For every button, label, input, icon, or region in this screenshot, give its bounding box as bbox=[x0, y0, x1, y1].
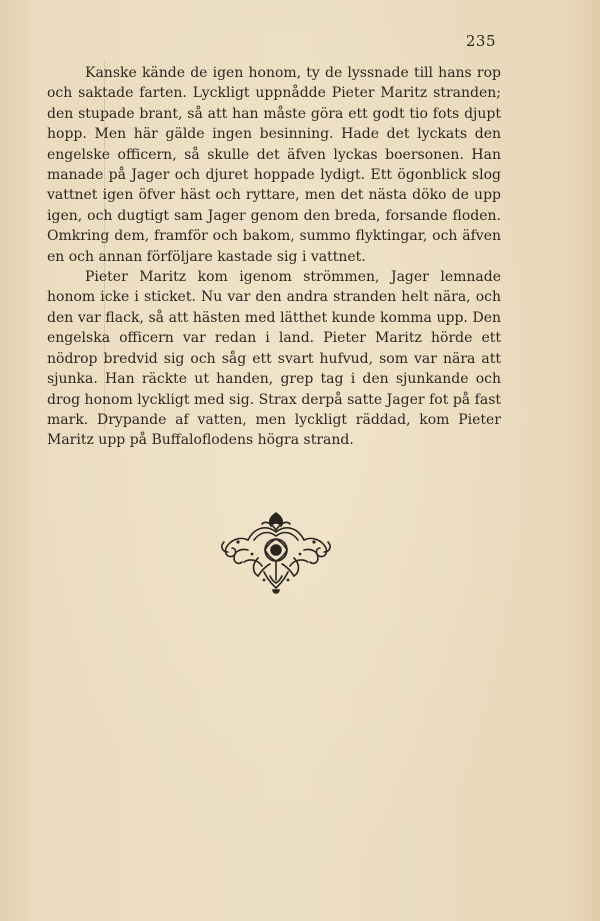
page-number: 235 bbox=[465, 32, 496, 50]
body-text bbox=[47, 63, 501, 451]
paragraph: Pieter Maritz kom igenom strömmen, Jager lemnade honom icke i sticket. Nu var den andra stranden helt nära, och den var flack, så att hästen med lätthet kunde komma upp. Den engelska officern var redan i land. Pieter Maritz hörde ett nödrop bredvid sig och såg ett svart hufvud, som var nära att sjunka. Han räckte ut handen, grep tag i den sjunkande och drog honom lyckligt med sig. Strax derpå satte Jager fot på fast mark. Drypande af vatten, men lyckligt räddad, kom Pieter Maritz upp på Buffaloflodens högra strand. bbox=[47, 269, 501, 449]
floral-tailpiece-ornament-icon bbox=[218, 510, 334, 596]
paragraph: Kanske kände de igen honom, ty de lyssnade till hans rop och saktade farten. Lyckligt uppnådde Pieter Maritz stranden; den stupade brant, så att han måste göra ett godt tio fots djupt hopp. Men här gälde ingen besinning. Hade det lyckats den engelske officern, så skulle det äfven lyckas boersonen. Han manade på Jager och djuret hoppade lydigt. Ett ögonblick slog vattnet igen öfver häst och ryttare, men det nästa döko de upp igen, och dugtigt sam Jager genom den breda, forsande floden. Omkring dem, framför och bakom, summo flyktingar, och äfven en och annan förföljare kastade sig i vattnet. bbox=[47, 65, 501, 265]
